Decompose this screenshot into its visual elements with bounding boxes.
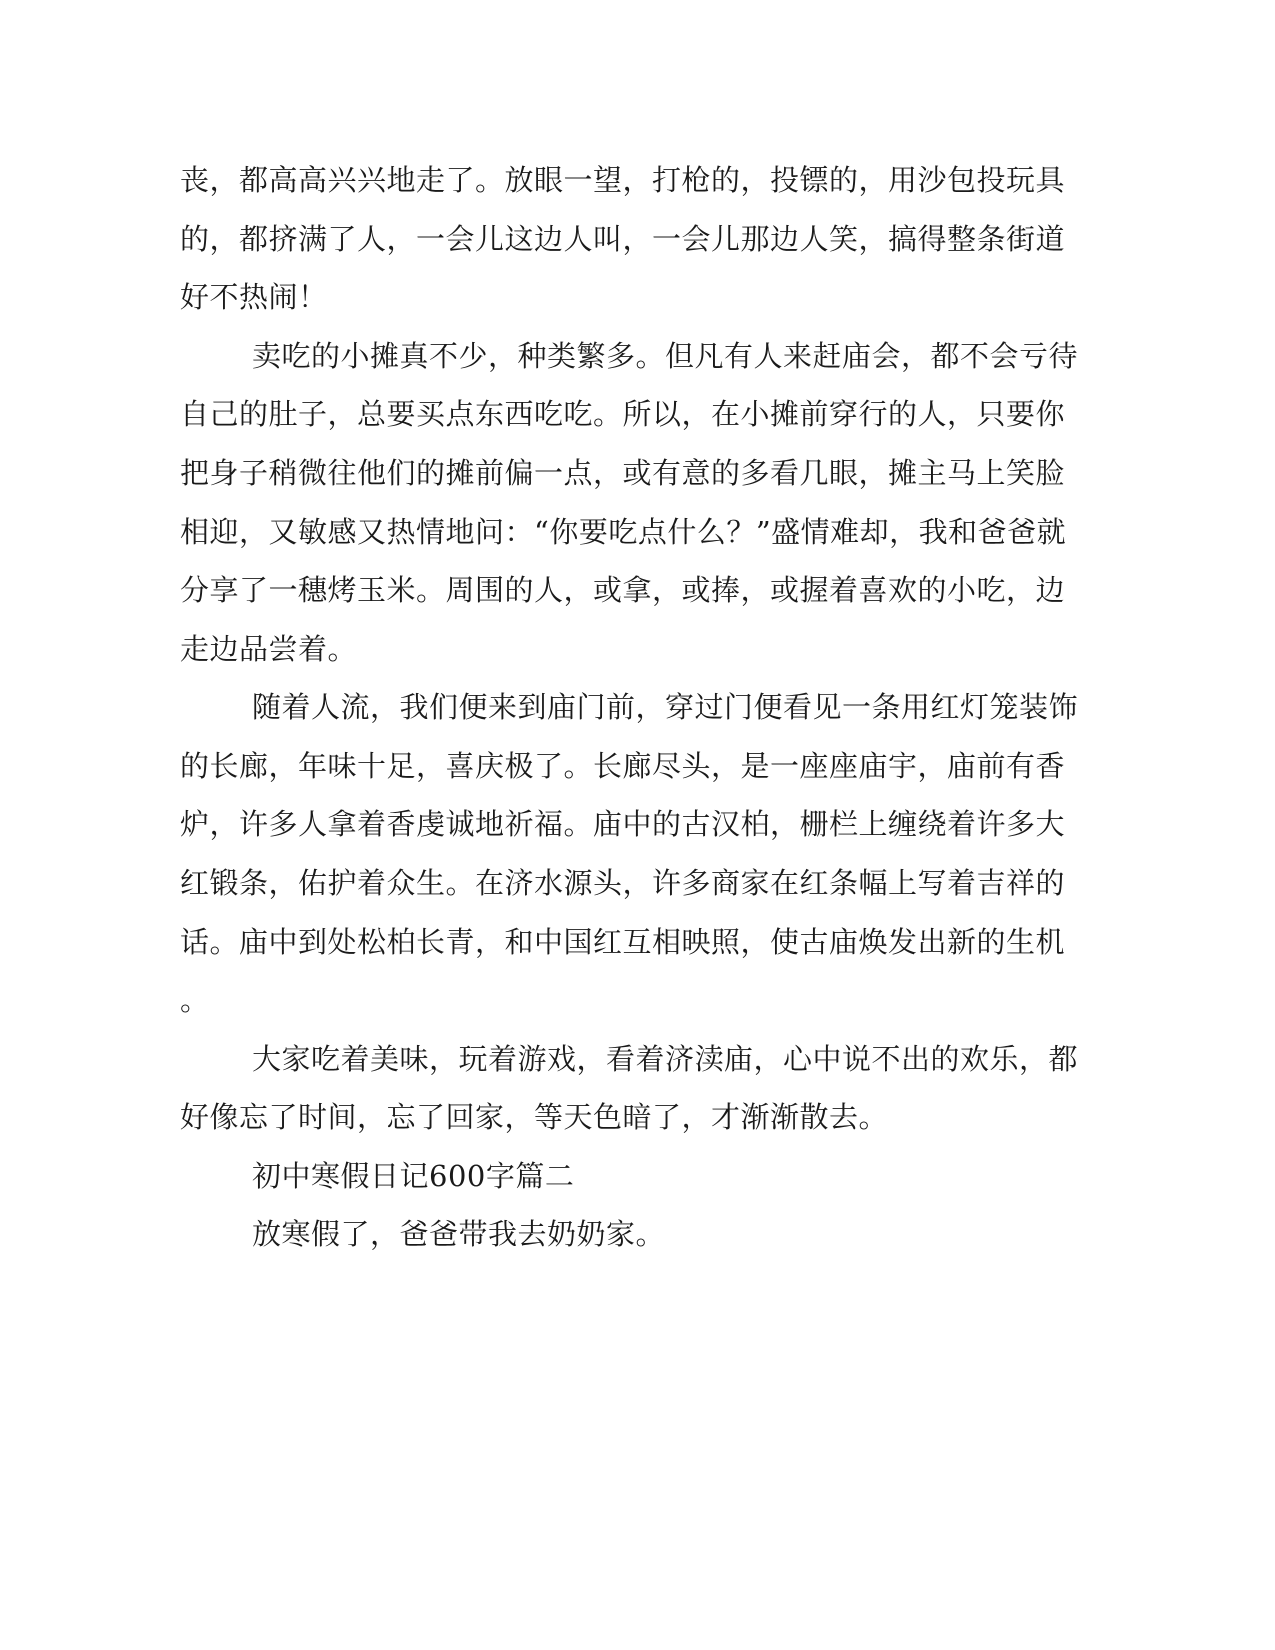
text-line: 分享了一穗烤玉米。周围的人，或拿，或捧，或握着喜欢的小吃，边 <box>180 573 1066 607</box>
section-heading: 初中寒假日记600字篇二 <box>252 1159 575 1193</box>
text-line: 走边品尝着。 <box>180 632 358 666</box>
text-line: 大家吃着美味，玩着游戏，看着济渎庙，心中说不出的欢乐，都 <box>252 1042 1079 1076</box>
text-line: 的，都挤满了人，一会儿这边人叫，一会儿那边人笑，搞得整条街道 <box>180 222 1066 256</box>
text-line: 把身子稍微往他们的摊前偏一点，或有意的多看几眼，摊主马上笑脸 <box>180 456 1066 490</box>
text-line: 丧，都高高兴兴地走了。放眼一望，打枪的，投镖的，用沙包投玩具 <box>180 163 1066 197</box>
text-line: 卖吃的小摊真不少，种类繁多。但凡有人来赶庙会，都不会亏待 <box>252 339 1079 373</box>
text-line: 相迎，又敏感又热情地问：“你要吃点什么？”盛情难却，我和爸爸就 <box>180 515 1067 549</box>
text-line: 好不热闹！ <box>180 280 328 314</box>
text-line: 好像忘了时间，忘了回家，等天色暗了，才渐渐散去。 <box>180 1100 889 1134</box>
text-line: 的长廊，年味十足，喜庆极了。长廊尽头，是一座座庙宇，庙前有香 <box>180 749 1066 783</box>
text-line: 随着人流，我们便来到庙门前，穿过门便看见一条用红灯笼装饰 <box>252 690 1079 724</box>
text-line: 话。庙中到处松柏长青，和中国红互相映照，使古庙焕发出新的生机 <box>180 925 1066 959</box>
text-line: 炉，许多人拿着香虔诚地祈福。庙中的古汉柏，栅栏上缠绕着许多大 <box>180 807 1066 841</box>
text-line: 自己的肚子，总要买点东西吃吃。所以，在小摊前穿行的人，只要你 <box>180 397 1066 431</box>
text-line: 。 <box>180 983 210 1017</box>
text-line: 红锻条，佑护着众生。在济水源头，许多商家在红条幅上写着吉祥的 <box>180 866 1066 900</box>
text-line: 放寒假了，爸爸带我去奶奶家。 <box>252 1217 666 1251</box>
